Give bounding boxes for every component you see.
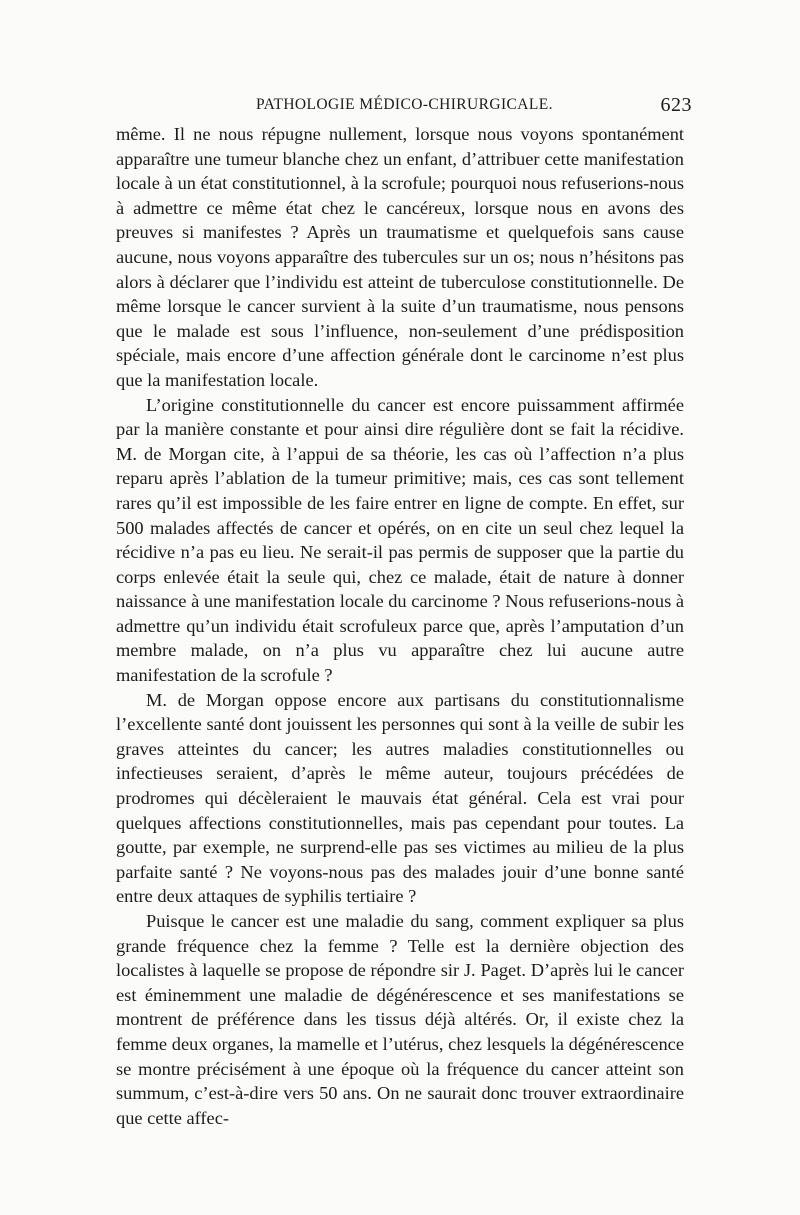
page-header bbox=[118, 94, 692, 118]
paragraph-1: même. Il ne nous répugne nullement, lorsque nous voyons spontanément apparaître une tumeur blanche chez un enfant, d’attribuer cette manifestation locale à un état constitutionnel, à la scrofule; pourquoi nous refuserions-nous à admettre ce même état chez le cancéreux, lorsque nous en avons des preuves si manifestes ? Après un traumatisme et quelquefois sans cause aucune, nous voyons apparaître des tubercules sur un os; nous n’hésitons pas alors à déclarer que l’individu est atteint de tuberculose constitutionnelle. De même lorsque le cancer survient à la suite d’un traumatisme, nous pensons que le malade est sous l’influence, non-seulement d’une prédisposition spéciale, mais encore d’une affection générale dont le carcinome n’est plus que la manifestation locale. bbox=[116, 124, 684, 390]
running-head: PATHOLOGIE MÉDICO-CHIRURGICALE. bbox=[256, 96, 553, 113]
paragraph-4: Puisque le cancer est une maladie du sang, comment expliquer sa plus grande fréquence chez la femme ? Telle est la dernière objection des localistes à laquelle se propose de répondre sir J. Paget. D’après lui le cancer est éminemment une maladie de dégénérescence et ses manifestations se montrent de préférence dans les tissus déjà altérés. Or, il existe chez la femme deux organes, la mamelle et l’utérus, chez lesquels la dégénérescence se montre précisément à une époque où la fréquence du cancer atteint son summum, c’est-à-dire vers 50 ans. On ne saurait donc trouver extraordinaire que cette affec- bbox=[116, 911, 684, 1128]
paragraph-2: L’origine constitutionnelle du cancer est encore puissamment affirmée par la manière constante et pour ainsi dire régulière dont se fait la récidive. M. de Morgan cite, à l’appui de sa théorie, les cas où l’affection n’a plus reparu après l’ablation de la tumeur primitive; mais, ces cas sont tellement rares qu’il est impossible de les faire entrer en ligne de compte. En effet, sur 500 malades affectés de cancer et opérés, on en cite un seul chez lequel la récidive n’a pas eu lieu. Ne serait-il pas permis de supposer que la partie du corps enlevée était la seule qui, chez ce malade, était de nature à donner naissance à une manifestation locale du carcinome ? Nous refuserions-nous à admettre qu’un individu était scrofuleux parce que, après l’amputation d’un membre malade, on n’a plus vu apparaître chez lui aucune autre manifestation de la scrofule ? bbox=[116, 394, 684, 686]
body-text bbox=[116, 122, 684, 1130]
paragraph-3: M. de Morgan oppose encore aux partisans du constitutionnalisme l’excellente santé dont jouissent les personnes qui sont à la veille de subir les graves atteintes du cancer; les autres maladies constitutionnelles ou infectieuses seraient, d’après le même auteur, toujours précédées de prodromes qui décèleraient le mauvais état général. Cela est vrai pour quelques affections constitutionnelles, mais pas cependant pour toutes. La goutte, par exemple, ne surprend-elle pas ses victimes au milieu de la plus parfaite santé ? Ne voyons-nous pas des malades jouir d’une bonne santé entre deux attaques de syphilis tertiaire ? bbox=[116, 689, 684, 907]
page-number: 623 bbox=[660, 94, 692, 116]
